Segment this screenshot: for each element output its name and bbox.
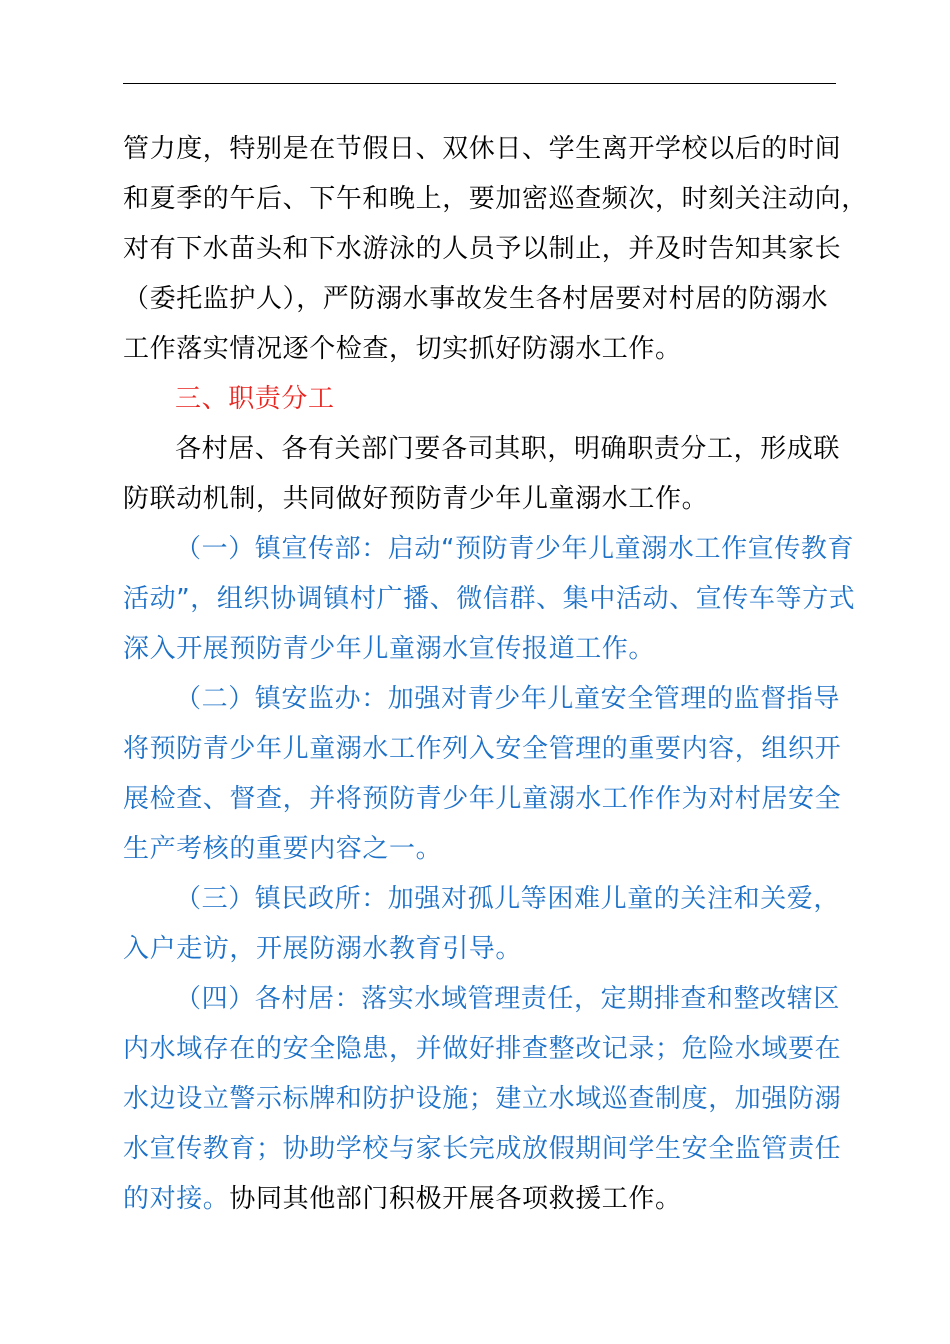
text-line: 防联动机制，共同做好预防青少年儿童溺水工作。: [123, 484, 709, 514]
text-line: （一）镇宣传部：启动“预防青少年儿童溺水工作宣传教育: [175, 534, 855, 564]
paragraph-section-intro: [123, 424, 839, 524]
text-line: 工作落实情况逐个检查，切实抓好防溺水工作。: [123, 334, 682, 364]
text-line: 对有下水苗头和下水游泳的人员予以制止，并及时告知其家长: [123, 234, 842, 264]
text-segment-blue: 的对接。: [123, 1184, 230, 1214]
section-heading: 三、职责分工: [175, 384, 335, 414]
item-safety-office: [123, 674, 842, 874]
text-line: 生产考核的重要内容之一。: [123, 834, 443, 864]
text-line: （四）各村居：落实水域管理责任，定期排查和整改辖区: [175, 984, 841, 1014]
text-line: 入户走访，开展防溺水教育引导。: [123, 934, 523, 964]
text-line: （委托监护人），严防溺水事故发生各村居要对村居的防溺水: [123, 284, 829, 314]
text-segment-black: 协同其他部门积极开展各项救援工作。: [229, 1184, 682, 1214]
paragraph-patrol: [123, 124, 868, 374]
document-body: [123, 124, 868, 1224]
text-line: 各村居、各有关部门要各司其职，明确职责分工，形成联: [175, 434, 841, 464]
text-line: 内水域存在的安全隐患，并做好排查整改记录；危险水域要在: [123, 1034, 842, 1064]
text-line: 活动”，组织协调镇村广播、微信群、集中活动、宣传车等方式: [123, 584, 856, 614]
item-publicity-dept: [123, 524, 856, 674]
text-line: 将预防青少年儿童溺水工作列入安全管理的重要内容，组织开: [123, 734, 842, 764]
text-line: [123, 1174, 839, 1224]
text-line: 展检查、督查，并将预防青少年儿童溺水工作作为对村居安全: [123, 784, 842, 814]
text-line: 和夏季的午后、下午和晚上，要加密巡查频次，时刻关注动向，: [123, 184, 868, 214]
header-rule: [123, 83, 836, 84]
item-villages: [123, 974, 842, 1224]
text-line: （二）镇安监办：加强对青少年儿童安全管理的监督指导: [175, 684, 841, 714]
text-line: 深入开展预防青少年儿童溺水宣传报道工作。: [123, 634, 656, 664]
text-line: 水边设立警示标牌和防护设施；建立水域巡查制度，加强防溺: [123, 1084, 842, 1114]
text-line: （三）镇民政所：加强对孤儿等困难儿童的关注和关爱，: [175, 884, 841, 914]
text-line: 管力度，特别是在节假日、双休日、学生离开学校以后的时间: [123, 134, 842, 164]
item-civil-affairs: [123, 874, 839, 974]
text-line: 水宣传教育；协助学校与家长完成放假期间学生安全监管责任: [123, 1134, 842, 1164]
